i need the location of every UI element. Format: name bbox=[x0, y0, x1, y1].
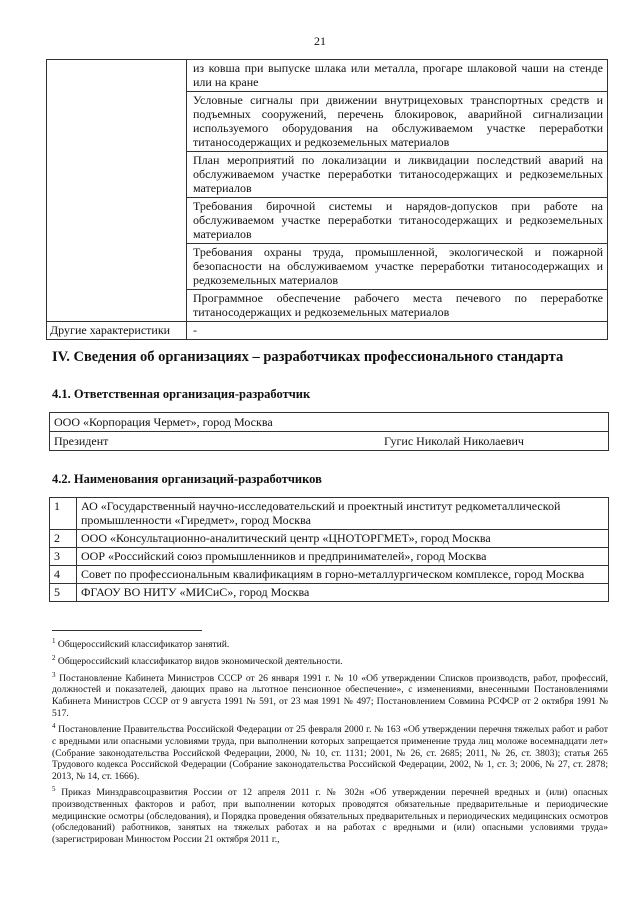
footnote-text: Общероссийский классификатор видов экономической деятельности. bbox=[57, 655, 343, 667]
footnote bbox=[52, 721, 608, 782]
footnote-marker: 3 bbox=[52, 670, 56, 679]
table-cell: Программное обеспечение рабочего места печевого по переработке титаносодержащих и редкоземельных материалов bbox=[187, 290, 608, 322]
other-characteristics-label: Другие характеристики bbox=[47, 322, 187, 340]
table-row bbox=[50, 413, 609, 432]
footnote-marker: 1 bbox=[52, 637, 56, 645]
table-label-cell bbox=[47, 60, 187, 322]
row-number: 2 bbox=[50, 530, 77, 548]
row-number: 1 bbox=[50, 498, 77, 530]
row-number: 3 bbox=[50, 548, 77, 566]
organization-name: ООР «Российский союз промышленников и предпринимателей», город Москва bbox=[77, 548, 609, 566]
footnote-text: Приказ Минздравсоцразвития России от 12 апреля 2011 г. № 302н «Об утверждении перечней вредных и (или) опасных производственных факторов и работ, при выполнении которых проводятся обязательные предварительные и периодические медицинские осмотры (обследования), и Порядка проведения обязательных предварительных и периодических медицинских осмотров (обследований) работников, занятых на тяжелых работах и на работах с вредными и (или) опасными условиями труда» (зарегистрирован Минюстом России 21 октября 2011 г., bbox=[52, 787, 608, 845]
organization-name: ООО «Консультационно-аналитический центр «ЦНОТОРГМЕТ», город Москва bbox=[77, 530, 609, 548]
footnotes bbox=[52, 636, 608, 847]
subsection-1-title: 4.1. Ответственная организация-разработчик bbox=[52, 387, 311, 401]
footnote-text: Постановление Правительства Российской Федерации от 25 февраля 2000 г. № 163 «Об утверждении перечня тяжелых работ и работ с вредными или опасными условиями труда, при выполнении которых запрещается применение труда лиц моложе восемнадцати лет» (Собрание законодательства Российской Федерации, 2000, № 10, ст. 1131; 2001, № 26, ст. 2685; 2011, № 26, ст. 3803); статья 265 Трудового кодекса Российской Федерации (Собрание законодательства Российской Федерации, 2002, № 1, ст. 3; 2006, № 27, ст. 2878; 2013, № 14, ст. 1666). bbox=[52, 724, 608, 782]
position: Президент bbox=[50, 432, 381, 451]
footnote bbox=[52, 784, 608, 845]
table-row bbox=[47, 60, 608, 92]
developer-organizations-table bbox=[49, 497, 609, 602]
organization-name: ООО «Корпорация Чермет», город Москва bbox=[50, 413, 609, 432]
table-cell: Условные сигналы при движении внутрицеховых транспортных средств и подъемных сооружений, перечень блокировок, аварийной сигнализации используемого оборудования на обслуживаемом участке переработки титаносодержащих и редкоземельных материалов bbox=[187, 92, 608, 152]
organization-name: Совет по профессиональным квалификациям в горно-металлургическом комплексе, город Москва bbox=[77, 566, 609, 584]
footnote-text: Постановление Кабинета Министров СССР от 26 января 1991 г. № 10 «Об утверждении Списков производств, работ, профессий, должностей и показателей, дающих право на льготное пенсионное обеспечение», с изменениями, внесенными Постановлениями Кабинета Министров СССР от 9 августа 1991 № 591, от 23 мая 1991 № 497; Постановлением Совмина РСФСР от 2 октября 1991 № 517. bbox=[52, 672, 609, 719]
footnote-divider bbox=[52, 630, 202, 631]
subsection-2-title: 4.2. Наименования организаций-разработчиков bbox=[52, 472, 322, 486]
person-name: Гугис Николай Николаевич bbox=[380, 432, 609, 451]
page-number: 21 bbox=[314, 34, 326, 48]
responsible-organization-table bbox=[49, 412, 609, 451]
footnote-text: Общероссийский классификатор занятий. bbox=[57, 639, 230, 651]
table-row bbox=[50, 530, 609, 548]
table-row bbox=[47, 322, 608, 340]
organization-name: АО «Государственный научно-исследовательский и проектный институт редкометаллической промышленности «Гиредмет», город Москва bbox=[77, 498, 609, 530]
footnote bbox=[52, 653, 608, 668]
organization-name: ФГАОУ ВО НИТУ «МИСиС», город Москва bbox=[77, 584, 609, 602]
footnote-marker: 4 bbox=[52, 722, 56, 731]
table-row bbox=[50, 548, 609, 566]
row-number: 5 bbox=[50, 584, 77, 602]
table-row bbox=[50, 584, 609, 602]
section-title: IV. Сведения об организациях – разработчиках профессионального стандарта bbox=[52, 349, 564, 365]
other-characteristics-value: - bbox=[187, 322, 608, 340]
row-number: 4 bbox=[50, 566, 77, 584]
footnote-marker: 2 bbox=[52, 653, 56, 662]
table-row bbox=[50, 432, 609, 451]
table-cell: из ковша при выпуске шлака или металла, прогаре шлаковой чаши на стенде или на кране bbox=[187, 60, 608, 92]
footnote-marker: 5 bbox=[52, 785, 56, 794]
footnote bbox=[52, 670, 608, 720]
table-cell: Требования охраны труда, промышленной, экологической и пожарной безопасности на обслуживаемом участке переработки титаносодержащих и редкоземельных материалов bbox=[187, 244, 608, 290]
table-cell: Требования бирочной системы и нарядов-допусков при работе на обслуживаемом участке переработки титаносодержащих и редкоземельных материалов bbox=[187, 198, 608, 244]
table-row bbox=[50, 498, 609, 530]
table-row bbox=[50, 566, 609, 584]
knowledge-table bbox=[46, 59, 608, 340]
footnote bbox=[52, 636, 608, 651]
table-cell: План мероприятий по локализации и ликвидации последствий аварий на обслуживаемом участке переработки титаносодержащих и редкоземельных материалов bbox=[187, 152, 608, 198]
